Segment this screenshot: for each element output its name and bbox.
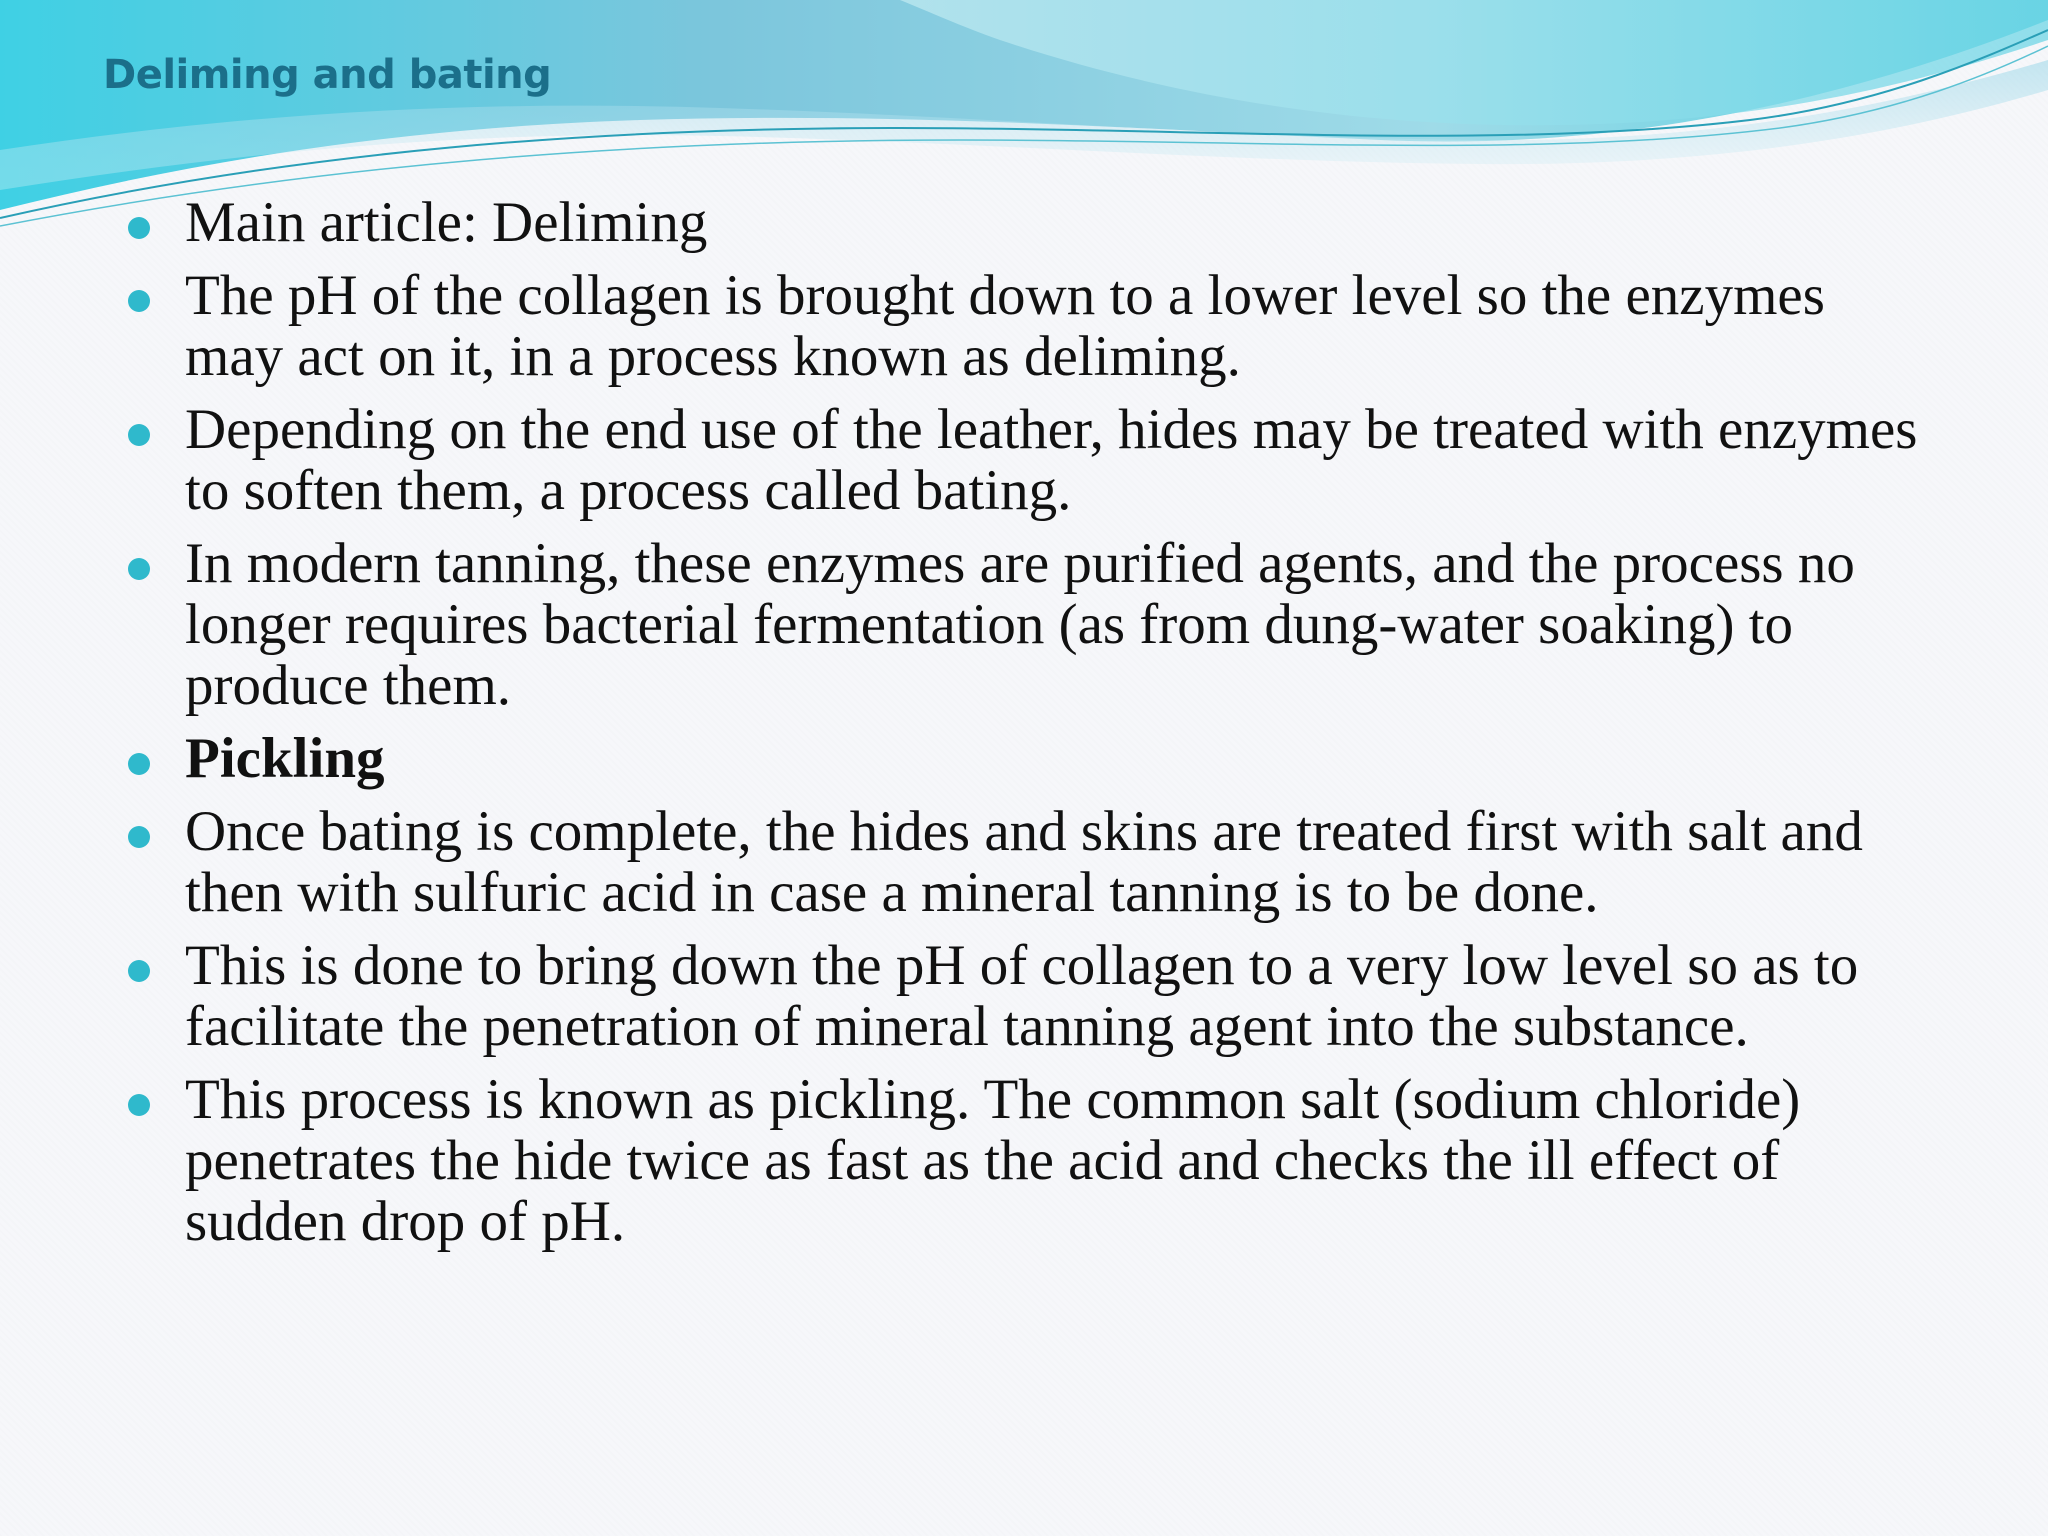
bullet-item: [128, 533, 1928, 716]
bullet-item: [128, 935, 1928, 1057]
bullet-item: [128, 1069, 1928, 1252]
bullet-text: In modern tanning, these enzymes are purified agents, and the process no longer requires bacterial fermentation (as from dung-water soaking) to produce them.: [185, 532, 1855, 717]
bullet-dot-icon: [128, 424, 150, 446]
bullet-dot-icon: [128, 753, 150, 775]
bullet-item: [128, 192, 1928, 253]
bullet-dot-icon: [128, 558, 150, 580]
bullet-text: This is done to bring down the pH of collagen to a very low level so as to facilitate the penetration of mineral tanning agent into the substance.: [185, 934, 1859, 1058]
bullet-list: [128, 192, 1928, 1264]
bullet-text: Main article: Deliming: [185, 191, 708, 254]
bullet-item: [128, 801, 1928, 923]
bullet-item: [128, 265, 1928, 387]
bullet-heading-pickling: [128, 728, 1928, 789]
bullet-dot-icon: [128, 960, 150, 982]
bullet-text: Pickling: [185, 727, 385, 790]
bullet-dot-icon: [128, 290, 150, 312]
bullet-item: [128, 399, 1928, 521]
bullet-dot-icon: [128, 826, 150, 848]
bullet-text: Once bating is complete, the hides and skins are treated first with salt and then with sulfuric acid in case a mineral tanning is to be done.: [185, 800, 1863, 924]
slide-title: Deliming and bating: [103, 52, 552, 98]
bullet-dot-icon: [128, 1094, 150, 1116]
bullet-text: Depending on the end use of the leather, hides may be treated with enzymes to soften them, a process called bating.: [185, 398, 1918, 522]
bullet-text: This process is known as pickling. The common salt (sodium chloride) penetrates the hide twice as fast as the acid and checks the ill effect of sudden drop of pH.: [185, 1068, 1801, 1253]
bullet-text: The pH of the collagen is brought down to a lower level so the enzymes may act on it, in a process known as deliming.: [185, 264, 1825, 388]
bullet-dot-icon: [128, 217, 150, 239]
